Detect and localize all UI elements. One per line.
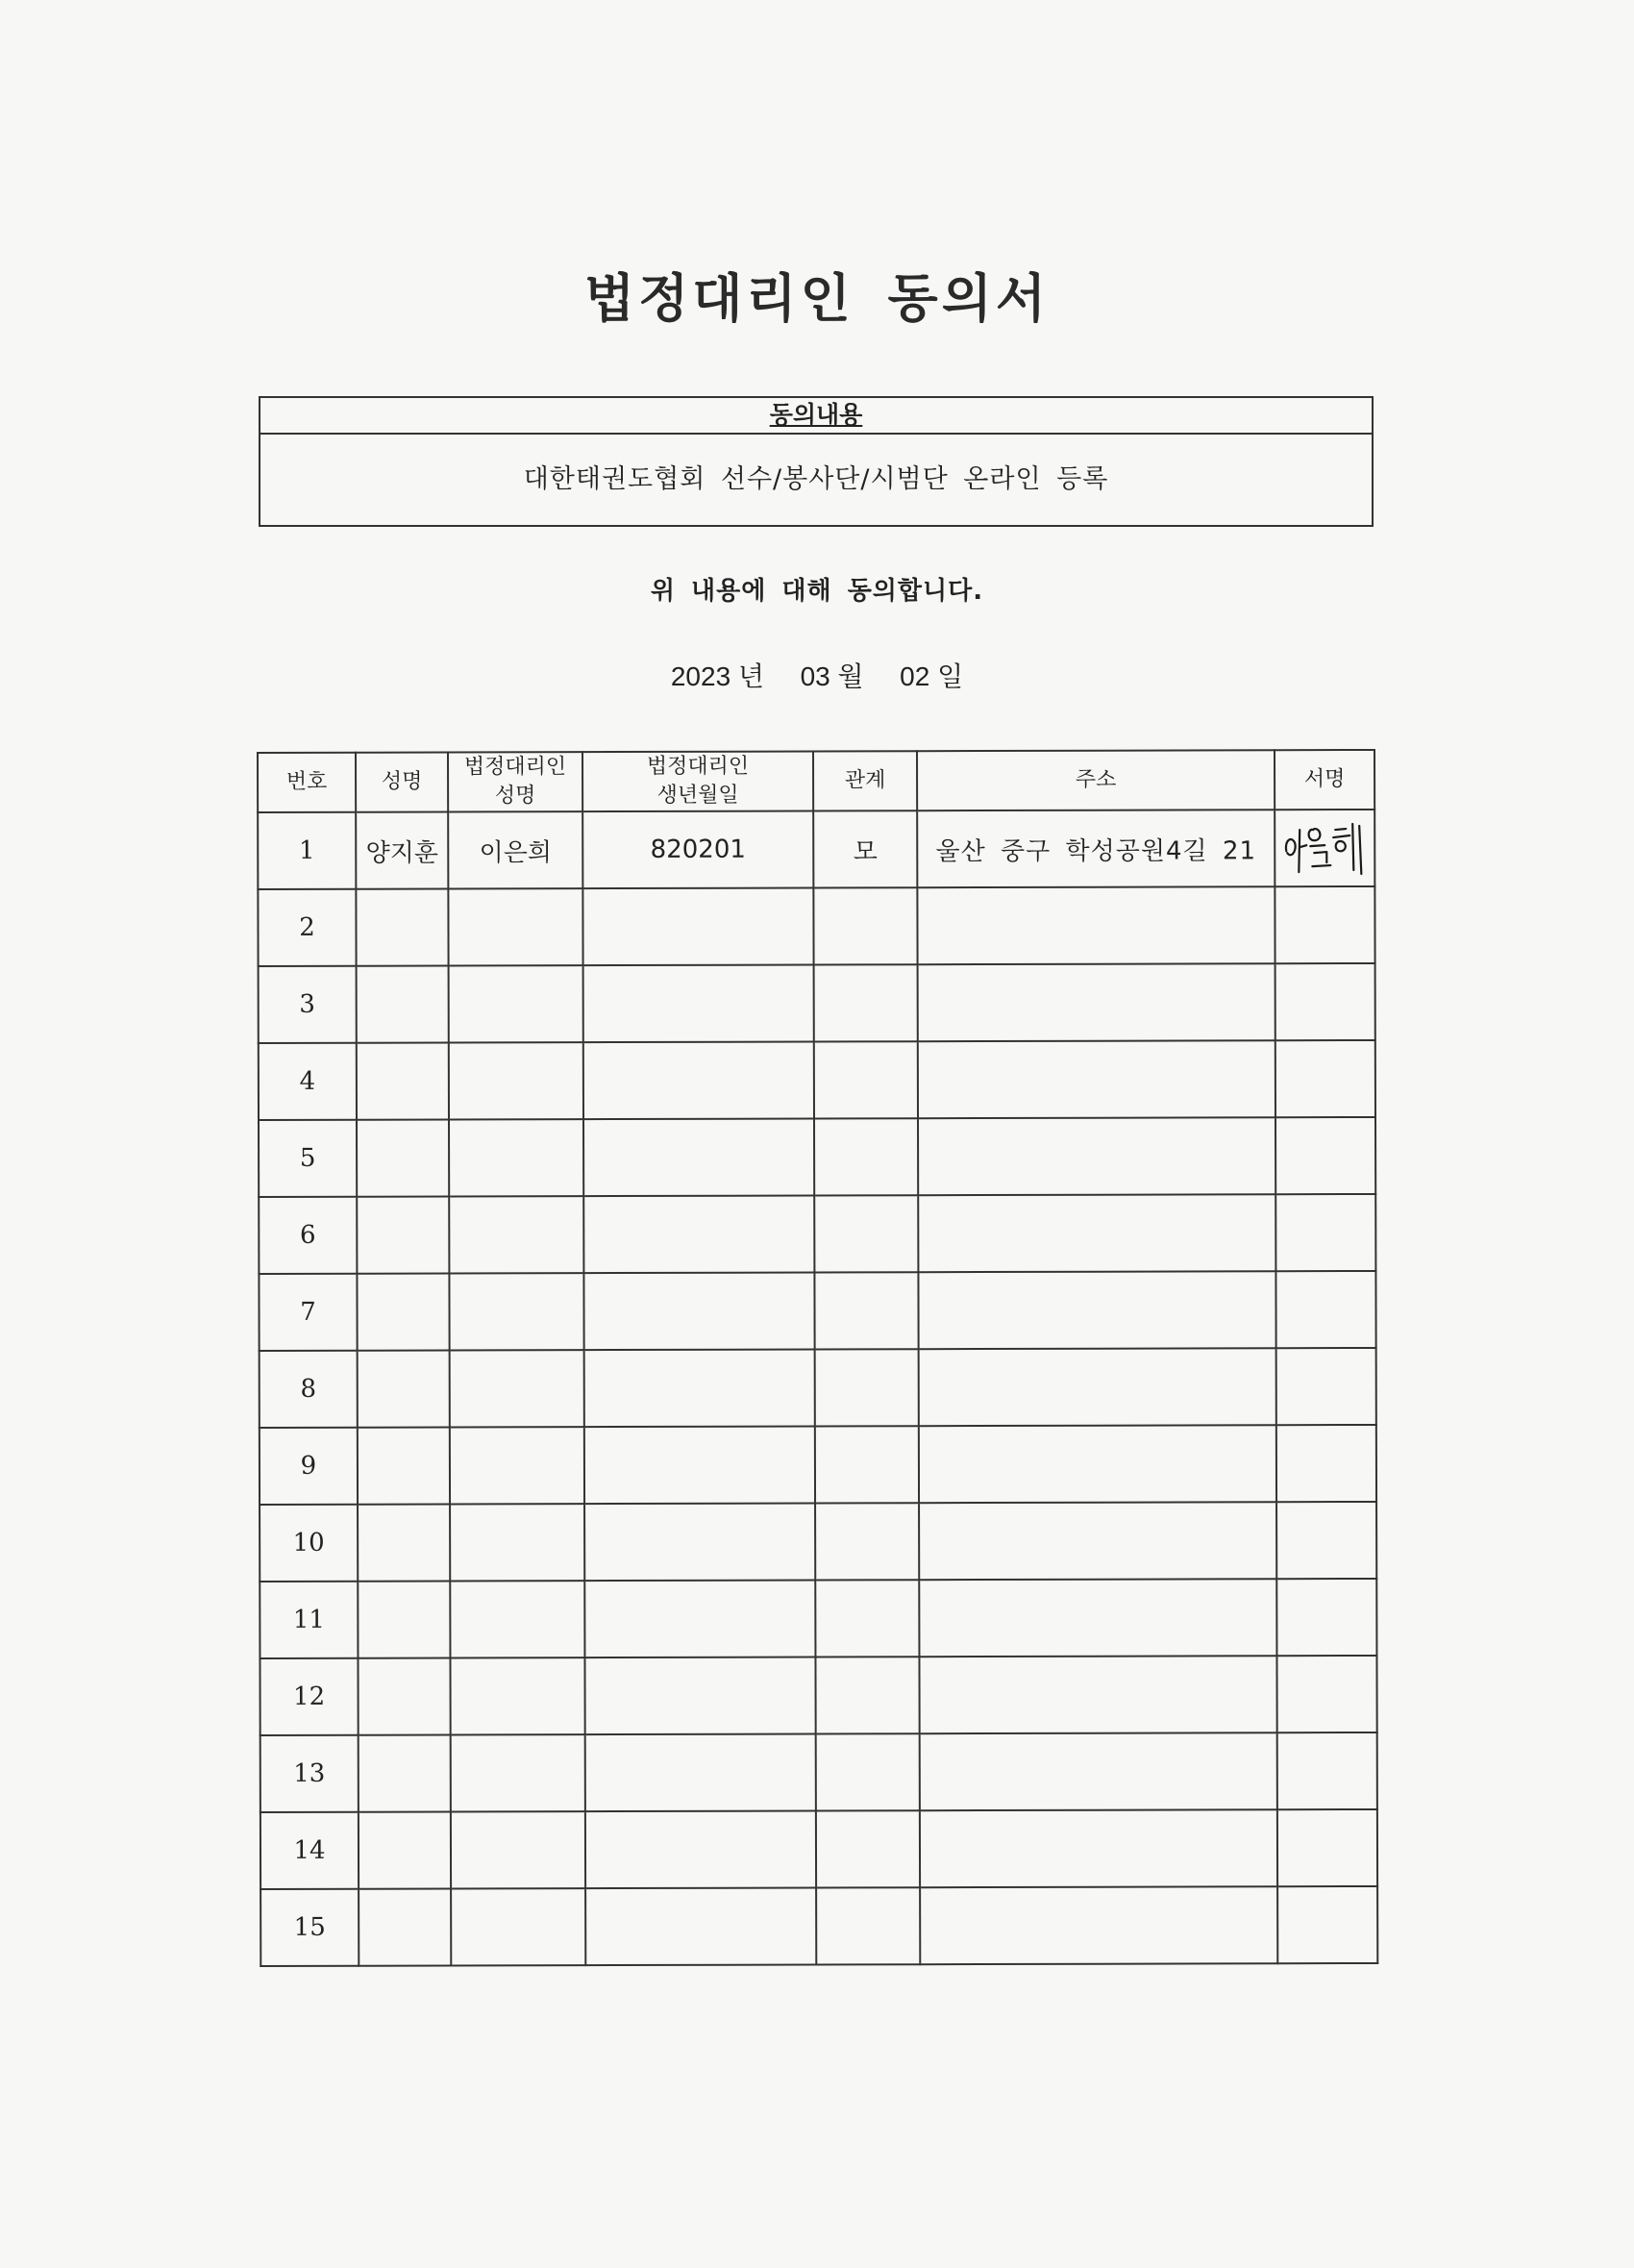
header-name: 성명 xyxy=(356,752,448,811)
guardian-table xyxy=(257,749,1378,1967)
row-address xyxy=(920,1732,1277,1810)
row-signature xyxy=(1276,1348,1376,1425)
row-guardian-name xyxy=(451,1888,585,1965)
row-relation xyxy=(815,1503,919,1580)
document-title: 법정대리인 동의서 xyxy=(583,268,1051,329)
row-address xyxy=(919,1425,1276,1503)
table-row xyxy=(260,1886,1377,1966)
table-row xyxy=(259,1117,1375,1197)
date-day-unit: 일 xyxy=(937,661,964,691)
row-guardian-name xyxy=(450,1504,584,1581)
row-guardian-birth xyxy=(584,1349,815,1427)
row-relation xyxy=(815,1657,919,1733)
row-number: 9 xyxy=(260,1428,358,1505)
table-row xyxy=(260,1732,1377,1812)
row-guardian-birth xyxy=(585,1733,816,1811)
row-address xyxy=(918,1117,1275,1195)
row-address xyxy=(919,1656,1276,1733)
row-number: 6 xyxy=(259,1197,357,1274)
row-relation xyxy=(814,1041,918,1118)
row-name xyxy=(359,1811,451,1888)
row-address xyxy=(918,1194,1275,1272)
row-signature xyxy=(1275,1117,1375,1194)
row-number: 7 xyxy=(259,1274,357,1351)
date-month-unit: 월 xyxy=(837,661,864,691)
row-relation xyxy=(815,1426,919,1503)
row-relation xyxy=(816,1887,920,1964)
row-signature xyxy=(1277,1886,1377,1963)
row-guardian-name xyxy=(451,1811,585,1888)
row-guardian-birth xyxy=(584,1580,815,1657)
row-guardian-name xyxy=(449,1119,583,1196)
row-signature xyxy=(1277,1809,1377,1886)
row-name: 양지훈 xyxy=(356,811,448,888)
row-signature xyxy=(1276,1425,1376,1502)
row-signature xyxy=(1277,1732,1377,1809)
row-number: 14 xyxy=(260,1812,359,1889)
row-number: 8 xyxy=(260,1351,358,1428)
row-name xyxy=(357,1042,449,1119)
row-guardian-name xyxy=(449,965,583,1042)
row-guardian-birth xyxy=(583,1272,814,1350)
header-guardian-birth-line2: 생년월일 xyxy=(656,783,739,808)
table-row xyxy=(260,1656,1376,1735)
row-signature xyxy=(1275,886,1374,963)
row-signature xyxy=(1276,1656,1376,1732)
row-number: 12 xyxy=(260,1658,358,1735)
row-relation xyxy=(813,887,917,964)
row-address xyxy=(919,1502,1276,1580)
row-relation: 모 xyxy=(813,810,917,887)
row-address xyxy=(919,1579,1276,1657)
row-relation xyxy=(814,1118,918,1195)
header-relation: 관계 xyxy=(813,751,917,810)
row-relation xyxy=(815,1580,919,1657)
date-year-unit: 년 xyxy=(737,661,764,691)
date-month: 03 xyxy=(800,661,830,691)
row-guardian-name xyxy=(449,1042,583,1119)
row-signature xyxy=(1275,1040,1375,1117)
table-row xyxy=(260,1502,1376,1582)
header-address: 주소 xyxy=(917,750,1275,810)
table-row xyxy=(259,1194,1375,1274)
row-name xyxy=(358,1504,450,1581)
row-address xyxy=(918,1040,1275,1118)
row-name xyxy=(357,1196,449,1273)
date-year: 2023 xyxy=(670,661,731,691)
row-guardian-name xyxy=(451,1734,585,1811)
row-address: 울산 중구 학성공원4길 21 xyxy=(917,810,1275,887)
row-number: 10 xyxy=(260,1505,358,1582)
consent-section xyxy=(259,396,1374,527)
consent-content: 대한태권도협회 선수/봉사단/시범단 온라인 등록 xyxy=(523,464,1109,494)
row-guardian-birth xyxy=(583,964,814,1042)
date-day: 02 xyxy=(900,661,930,691)
row-guardian-name xyxy=(450,1427,584,1504)
table-row xyxy=(258,886,1374,966)
row-address xyxy=(920,1809,1277,1887)
row-guardian-birth xyxy=(584,1426,815,1504)
table-row xyxy=(260,1348,1376,1428)
row-relation xyxy=(816,1733,920,1810)
table-row xyxy=(259,1040,1375,1120)
row-guardian-birth xyxy=(584,1503,815,1581)
row-number: 13 xyxy=(260,1735,359,1812)
row-signature xyxy=(1276,1579,1376,1656)
row-name xyxy=(359,1734,451,1811)
consent-date xyxy=(0,656,1634,694)
row-relation xyxy=(814,1272,918,1349)
table-row xyxy=(260,1579,1376,1658)
row-number: 4 xyxy=(259,1043,357,1120)
table-row xyxy=(258,810,1374,889)
row-guardian-birth xyxy=(583,1195,814,1273)
row-guardian-birth xyxy=(585,1810,816,1888)
row-guardian-birth xyxy=(583,1118,814,1196)
header-guardian-birth-line1: 법정대리인 xyxy=(646,754,750,779)
row-address xyxy=(918,1271,1275,1349)
row-signature xyxy=(1275,963,1375,1040)
table-body xyxy=(258,810,1377,1966)
row-number: 5 xyxy=(259,1120,357,1197)
row-guardian-birth xyxy=(583,1041,814,1119)
row-address xyxy=(919,1348,1276,1426)
row-number: 11 xyxy=(260,1582,358,1658)
row-signature xyxy=(1275,1271,1375,1348)
row-guardian-birth xyxy=(584,1657,815,1734)
row-name xyxy=(356,888,448,965)
row-name xyxy=(358,1350,450,1427)
header-signature: 서명 xyxy=(1275,750,1374,810)
table-row xyxy=(260,1425,1376,1505)
header-number: 번호 xyxy=(258,753,356,812)
row-address xyxy=(918,963,1275,1041)
header-guardian-birth xyxy=(582,751,813,811)
row-guardian-name xyxy=(450,1350,584,1427)
row-relation xyxy=(814,964,918,1041)
row-guardian-name: 이은희 xyxy=(448,811,582,888)
row-name xyxy=(359,1888,451,1965)
row-name xyxy=(357,1273,449,1350)
row-address xyxy=(917,886,1275,964)
row-relation xyxy=(816,1810,920,1887)
row-guardian-name xyxy=(448,888,582,965)
row-number: 2 xyxy=(258,889,356,966)
row-number: 3 xyxy=(259,966,357,1043)
row-guardian-birth: 820201 xyxy=(582,810,813,888)
row-signature xyxy=(1275,1194,1375,1271)
row-signature xyxy=(1275,810,1374,886)
row-name xyxy=(358,1581,450,1657)
row-number: 1 xyxy=(258,812,356,889)
agreement-statement: 위 내용에 대해 동의합니다. xyxy=(650,577,984,606)
table-row xyxy=(259,963,1375,1043)
row-guardian-name xyxy=(449,1196,583,1273)
row-guardian-name xyxy=(449,1273,583,1350)
row-name xyxy=(358,1427,450,1504)
row-name xyxy=(358,1657,450,1734)
row-name xyxy=(357,965,449,1042)
row-signature xyxy=(1276,1502,1376,1579)
row-guardian-name xyxy=(450,1581,584,1657)
header-guardian-name-line1: 법정대리인 xyxy=(463,755,567,780)
header-guardian-name xyxy=(448,752,582,811)
header-guardian-name-line2: 성명 xyxy=(494,784,536,809)
row-guardian-birth xyxy=(582,887,813,965)
row-number: 15 xyxy=(260,1889,359,1966)
row-name xyxy=(357,1119,449,1196)
table-header-row xyxy=(258,750,1374,812)
row-guardian-birth xyxy=(585,1887,816,1965)
consent-heading xyxy=(260,398,1372,435)
row-relation xyxy=(815,1349,919,1426)
row-address xyxy=(920,1886,1277,1964)
table-row xyxy=(260,1809,1377,1889)
table-row xyxy=(259,1271,1375,1351)
consent-heading-text: 동의내용 xyxy=(769,401,863,429)
row-guardian-name xyxy=(450,1657,584,1734)
row-relation xyxy=(814,1195,918,1272)
handwritten-signature xyxy=(1280,816,1369,880)
